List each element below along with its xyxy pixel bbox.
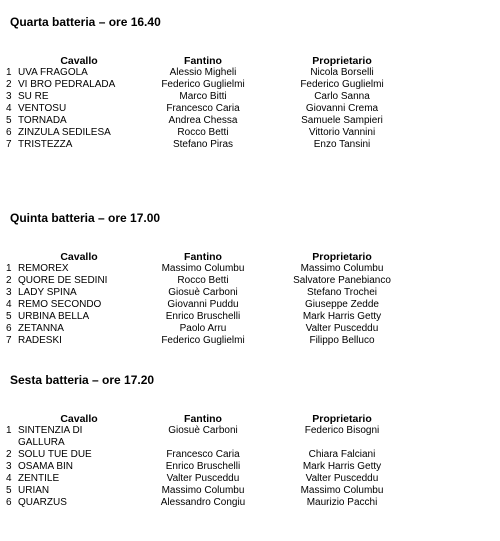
owner-name: Filippo Belluco xyxy=(309,335,375,346)
col-horse-header: Cavallo xyxy=(60,55,98,67)
jockey-name: Andrea Chessa xyxy=(168,115,238,126)
col-jockey-header: Fantino xyxy=(184,413,222,425)
col-horse-header: Cavallo xyxy=(60,413,98,425)
table-row xyxy=(6,485,418,497)
row-number: 3 xyxy=(6,287,12,298)
jockey-name: Giosuè Carboni xyxy=(168,425,238,436)
table-header-row xyxy=(6,413,418,425)
table-row xyxy=(6,79,418,91)
horse-name: ZINZULA SEDILESA xyxy=(18,127,111,138)
owner-name: Mark Harris Getty xyxy=(302,461,382,472)
jockey-name: Massimo Columbu xyxy=(161,263,245,274)
table-row xyxy=(6,139,418,151)
table-row xyxy=(6,497,418,509)
row-number: 4 xyxy=(6,299,12,310)
table-row xyxy=(6,311,418,323)
horse-name: LADY SPINA xyxy=(18,287,77,298)
col-jockey-header: Fantino xyxy=(184,55,222,67)
horse-name: REMO SECONDO xyxy=(18,299,102,310)
owner-name: Enzo Tansini xyxy=(313,139,371,150)
table-row xyxy=(6,473,418,485)
horse-name: QUORE DE SEDINI xyxy=(18,275,108,286)
table-row xyxy=(6,287,418,299)
owner-name: Carlo Sanna xyxy=(314,91,370,102)
jockey-name: Federico Guglielmi xyxy=(161,79,245,90)
owner-name: Nicola Borselli xyxy=(310,67,374,78)
col-owner-header: Proprietario xyxy=(312,251,372,263)
row-number: 6 xyxy=(6,127,12,138)
row-number: 1 xyxy=(6,425,12,436)
jockey-name: Francesco Caria xyxy=(166,449,240,460)
horse-name: TRISTEZZA xyxy=(18,139,73,150)
race-table xyxy=(6,251,418,347)
race-table xyxy=(6,55,418,151)
table-row xyxy=(6,67,418,79)
jockey-name: Enrico Bruschelli xyxy=(165,311,241,322)
col-horse-header: Cavallo xyxy=(60,251,98,263)
horse-name: URBINA BELLA xyxy=(18,311,90,322)
jockey-name: Paolo Arru xyxy=(179,323,227,334)
row-number: 1 xyxy=(6,263,12,274)
row-number: 2 xyxy=(6,79,12,90)
race-table xyxy=(6,413,418,509)
jockey-name: Giovanni Puddu xyxy=(167,299,239,310)
horse-name: ZENTILE xyxy=(18,473,60,484)
section-title: Quinta batteria – ore 17.00 xyxy=(10,211,161,225)
col-owner-header: Proprietario xyxy=(312,413,372,425)
jockey-name: Marco Bitti xyxy=(179,91,227,102)
jockey-name: Alessandro Congiu xyxy=(160,497,246,508)
table-row xyxy=(6,461,418,473)
table-row xyxy=(6,299,418,311)
row-number: 7 xyxy=(6,335,12,346)
jockey-name: Rocco Betti xyxy=(177,275,229,286)
jockey-name: Giosuè Carboni xyxy=(168,287,238,298)
jockey-name: Valter Pusceddu xyxy=(166,473,240,484)
horse-name: SU RE xyxy=(18,91,49,102)
owner-name: Chiara Falciani xyxy=(308,449,376,460)
owner-name: Massimo Columbu xyxy=(300,263,384,274)
row-number: 1 xyxy=(6,67,12,78)
horse-name: VENTOSU xyxy=(18,103,67,114)
jockey-name: Stefano Piras xyxy=(172,139,234,150)
owner-name: Vittorio Vannini xyxy=(308,127,376,138)
row-number: 5 xyxy=(6,115,12,126)
owner-name: Maurizio Pacchi xyxy=(306,497,378,508)
table-row xyxy=(6,449,418,461)
jockey-name: Alessio Migheli xyxy=(169,67,237,78)
table-row xyxy=(6,263,418,275)
col-owner-header: Proprietario xyxy=(312,55,372,67)
horse-name: URIAN xyxy=(18,485,50,496)
owner-name: Giovanni Crema xyxy=(305,103,379,114)
table-header-row xyxy=(6,55,418,67)
table-row xyxy=(6,425,418,449)
col-number-header xyxy=(6,55,18,67)
owner-name: Federico Bisogni xyxy=(304,425,380,436)
horse-name: ZETANNA xyxy=(18,323,64,334)
table-row xyxy=(6,103,418,115)
owner-name: Stefano Trochei xyxy=(306,287,378,298)
row-number: 7 xyxy=(6,139,12,150)
row-number: 5 xyxy=(6,485,12,496)
jockey-name: Enrico Bruschelli xyxy=(165,461,241,472)
jockey-name: Massimo Columbu xyxy=(161,485,245,496)
table-row xyxy=(6,323,418,335)
section-title: Sesta batteria – ore 17.20 xyxy=(10,373,155,387)
horse-name: TORNADA xyxy=(18,115,67,126)
owner-name: Valter Pusceddu xyxy=(305,323,379,334)
horse-name: QUARZUS xyxy=(18,497,67,508)
row-number: 6 xyxy=(6,323,12,334)
horse-name: OSAMA BIN xyxy=(18,461,74,472)
owner-name: Massimo Columbu xyxy=(300,485,384,496)
row-number: 4 xyxy=(6,473,12,484)
row-number: 2 xyxy=(6,275,12,286)
table-row xyxy=(6,115,418,127)
owner-name: Salvatore Panebianco xyxy=(293,275,391,286)
owner-name: Giuseppe Zedde xyxy=(305,299,379,310)
row-number: 2 xyxy=(6,449,12,460)
horse-name: RADESKI xyxy=(18,335,62,346)
table-row xyxy=(6,275,418,287)
table-header-row xyxy=(6,251,418,263)
col-number-header xyxy=(6,251,18,263)
section-title: Quarta batteria – ore 16.40 xyxy=(10,15,161,29)
row-number: 6 xyxy=(6,497,12,508)
jockey-name: Federico Guglielmi xyxy=(161,335,245,346)
jockey-name: Rocco Betti xyxy=(177,127,229,138)
row-number: 4 xyxy=(6,103,12,114)
table-row xyxy=(6,335,418,347)
horse-name: VI BRO PEDRALADA xyxy=(18,79,116,90)
horse-name: UVA FRAGOLA xyxy=(18,67,88,78)
horse-name: SINTENZIA DI GALLURA xyxy=(18,425,83,448)
table-row xyxy=(6,91,418,103)
horse-name: REMOREX xyxy=(18,263,69,274)
table-row xyxy=(6,127,418,139)
col-jockey-header: Fantino xyxy=(184,251,222,263)
horse-name: SOLU TUE DUE xyxy=(18,449,92,460)
owner-name: Valter Pusceddu xyxy=(305,473,379,484)
jockey-name: Francesco Caria xyxy=(166,103,240,114)
owner-name: Samuele Sampieri xyxy=(301,115,383,126)
row-number: 3 xyxy=(6,91,12,102)
owner-name: Mark Harris Getty xyxy=(302,311,382,322)
col-number-header xyxy=(6,413,18,425)
row-number: 5 xyxy=(6,311,12,322)
owner-name: Federico Guglielmi xyxy=(300,79,384,90)
row-number: 3 xyxy=(6,461,12,472)
